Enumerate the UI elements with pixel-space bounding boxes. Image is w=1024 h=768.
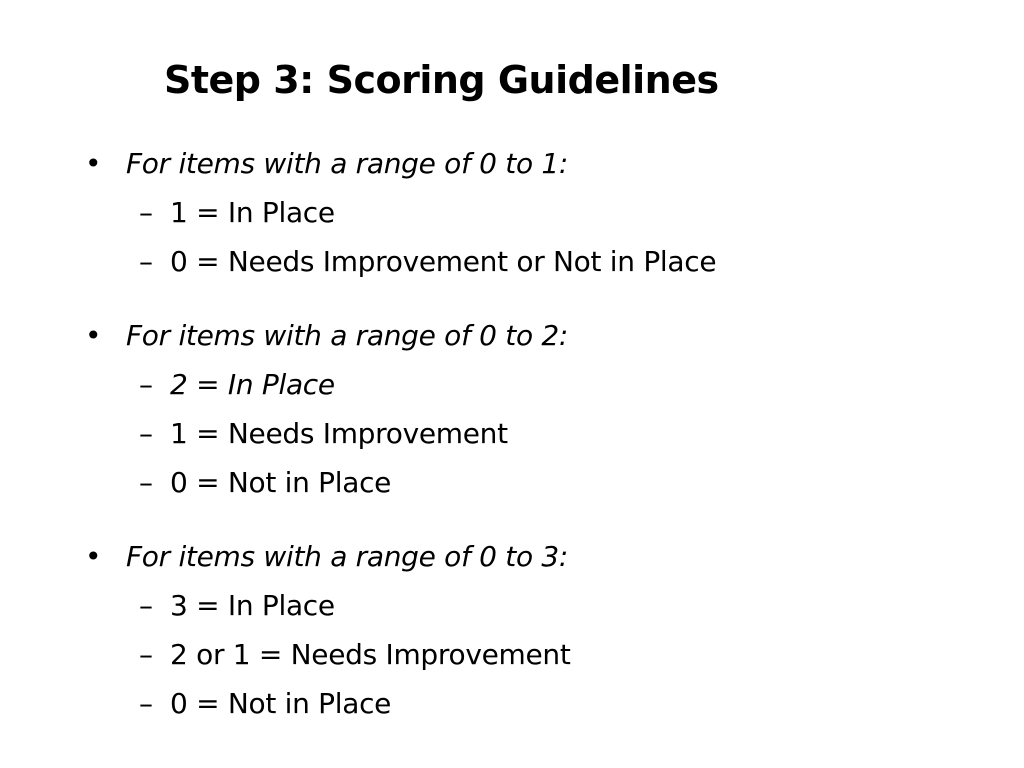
sub-item-text: 3 = In Place — [170, 589, 335, 622]
sub-item-text: 0 = Needs Improvement or Not in Place — [170, 245, 717, 278]
slide-title: Step 3: Scoring Guidelines — [164, 58, 719, 102]
sub-item-text: 2 = In Place — [170, 368, 335, 401]
sub-item-text: 1 = In Place — [170, 196, 335, 229]
bullet-icon: • — [85, 540, 102, 573]
sub-item-text: 0 = Not in Place — [170, 687, 392, 720]
sub-item-text: 2 or 1 = Needs Improvement — [170, 638, 571, 671]
bullet-heading: For items with a range of 0 to 2: — [126, 319, 569, 352]
dash-icon: – — [139, 368, 153, 401]
dash-icon: – — [139, 589, 153, 622]
dash-icon: – — [139, 638, 153, 671]
sub-item-text: 1 = Needs Improvement — [170, 417, 508, 450]
bullet-icon: • — [85, 319, 102, 352]
dash-icon: – — [139, 466, 153, 499]
dash-icon: – — [139, 196, 153, 229]
bullet-heading: For items with a range of 0 to 1: — [126, 147, 569, 180]
bullet-heading: For items with a range of 0 to 3: — [126, 540, 569, 573]
sub-item-text: 0 = Not in Place — [170, 466, 392, 499]
bullet-icon: • — [85, 147, 102, 180]
dash-icon: – — [139, 417, 153, 450]
dash-icon: – — [139, 687, 153, 720]
dash-icon: – — [139, 245, 153, 278]
